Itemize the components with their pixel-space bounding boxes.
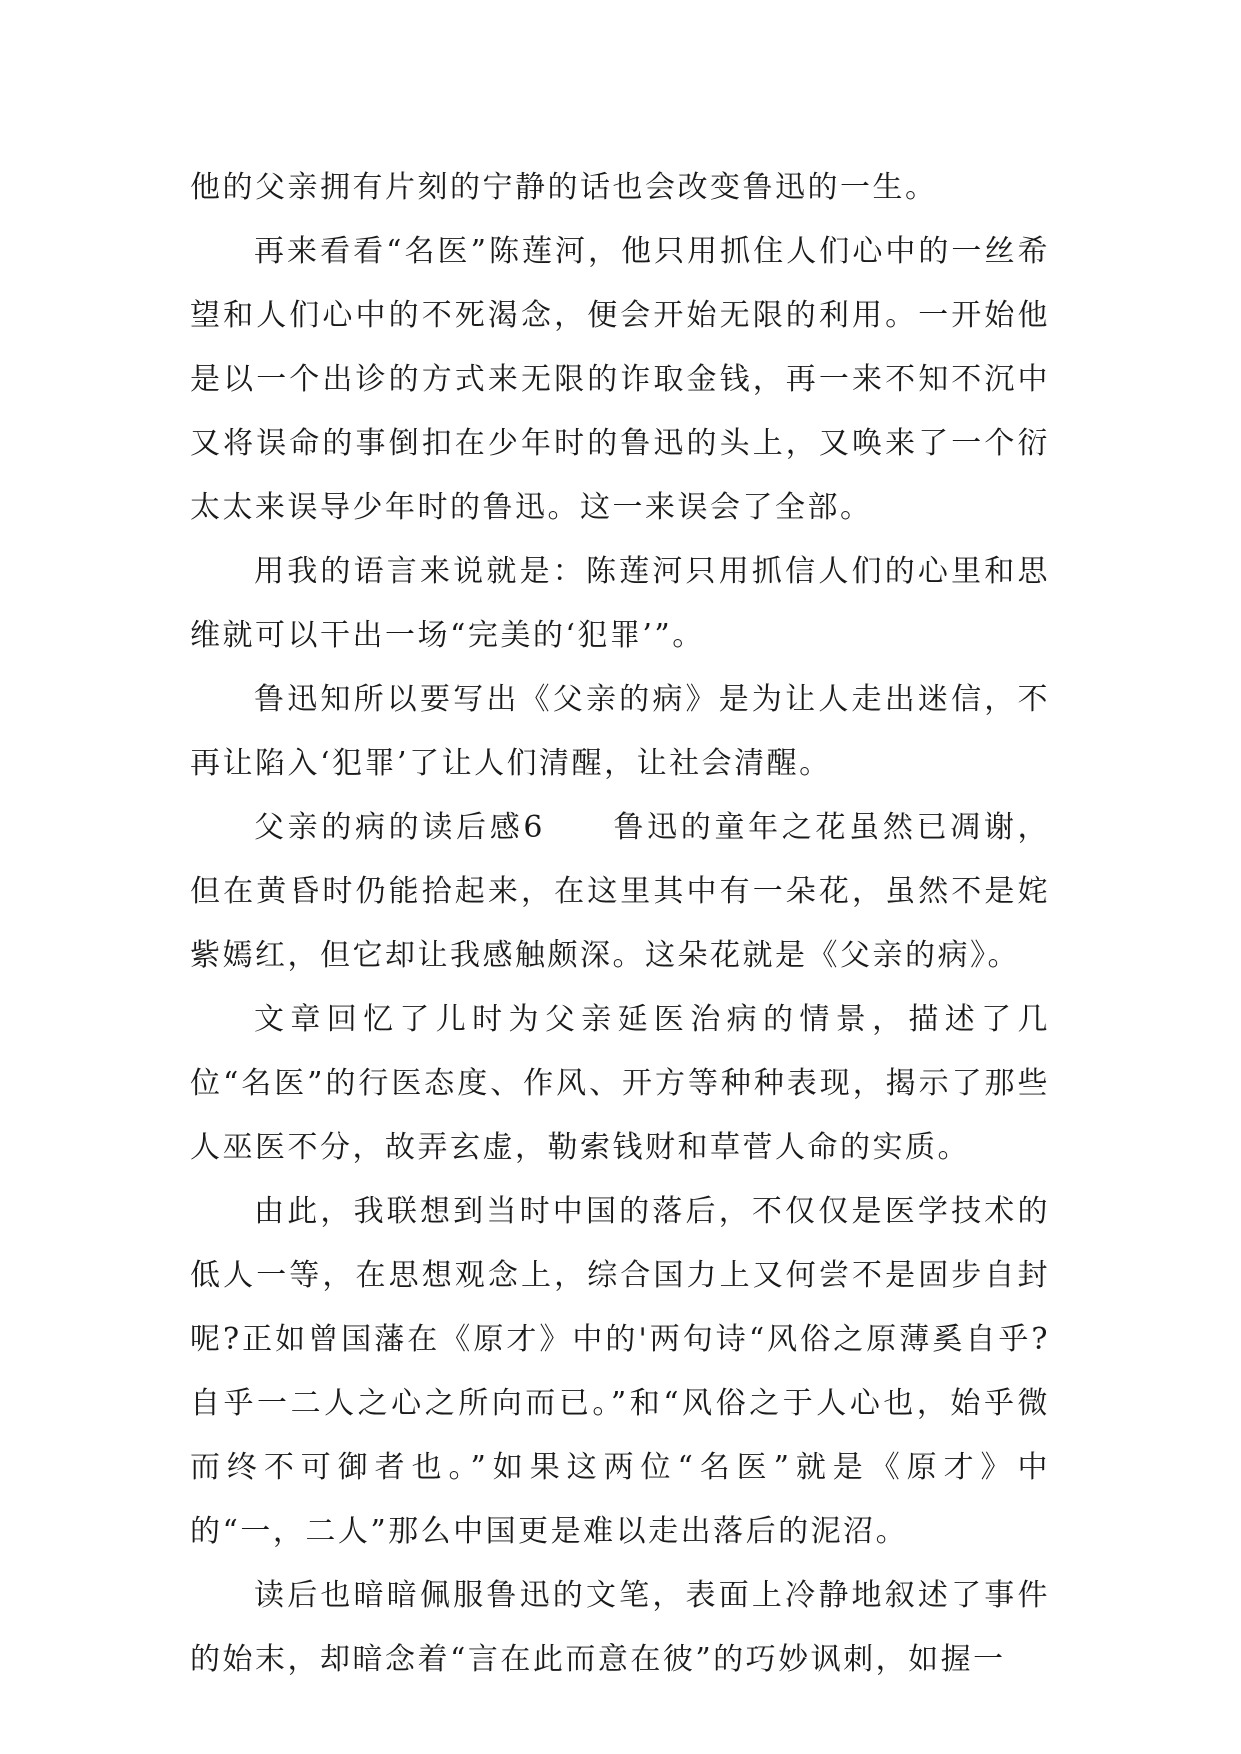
- document-body: [190, 156, 1050, 1692]
- paragraph-5: 父亲的病的读后感6 鲁迅的童年之花虽然已凋谢，但在黄昏时仍能拾起来，在这里其中有一朵花，虽然不是姹紫嫣红，但它却让我感触颇深。这朵花就是《父亲的病》。: [190, 810, 1050, 973]
- paragraph-7: 由此，我联想到当时中国的落后，不仅仅是医学技术的低人一等，在思想观念上，综合国力上又何尝不是固步自封呢?正如曾国藩在《原才》中的'两句诗“风俗之原薄奚自乎?自乎一二人之心之所向而已。”和“风俗之于人心也，始乎微而终不可御者也。”如果这两位“名医”就是《原才》中的“一，二人”那么中国更是难以走出落后的泥沼。: [190, 1194, 1050, 1549]
- paragraph-4: 鲁迅知所以要写出《父亲的病》是为让人走出迷信，不再让陷入‘犯罪’了让人们清醒，让社会清醒。: [190, 682, 1050, 781]
- paragraph-1: 他的父亲拥有片刻的宁静的话也会改变鲁迅的一生。: [190, 170, 938, 205]
- paragraph-8: 读后也暗暗佩服鲁迅的文笔，表面上冷静地叙述了事件的始末，却暗念着“言在此而意在彼”的巧妙讽刺，如握一: [190, 1578, 1050, 1677]
- paragraph-6: 文章回忆了儿时为父亲延医治病的情景，描述了几位“名医”的行医态度、作风、开方等种种表现，揭示了那些人巫医不分，故弄玄虚，勒索钱财和草菅人命的实质。: [190, 1002, 1050, 1165]
- paragraph-3: 用我的语言来说就是：陈莲河只用抓信人们的心里和思维就可以干出一场“完美的‘犯罪’”。: [190, 554, 1050, 653]
- paragraph-2: 再来看看“名医”陈莲河，他只用抓住人们心中的一丝希望和人们心中的不死渴念，便会开始无限的利用。一开始他是以一个出诊的方式来无限的诈取金钱，再一来不知不沉中又将误命的事倒扣在少年时的鲁迅的头上，又唤来了一个衍太太来误导少年时的鲁迅。这一来误会了全部。: [190, 234, 1050, 525]
